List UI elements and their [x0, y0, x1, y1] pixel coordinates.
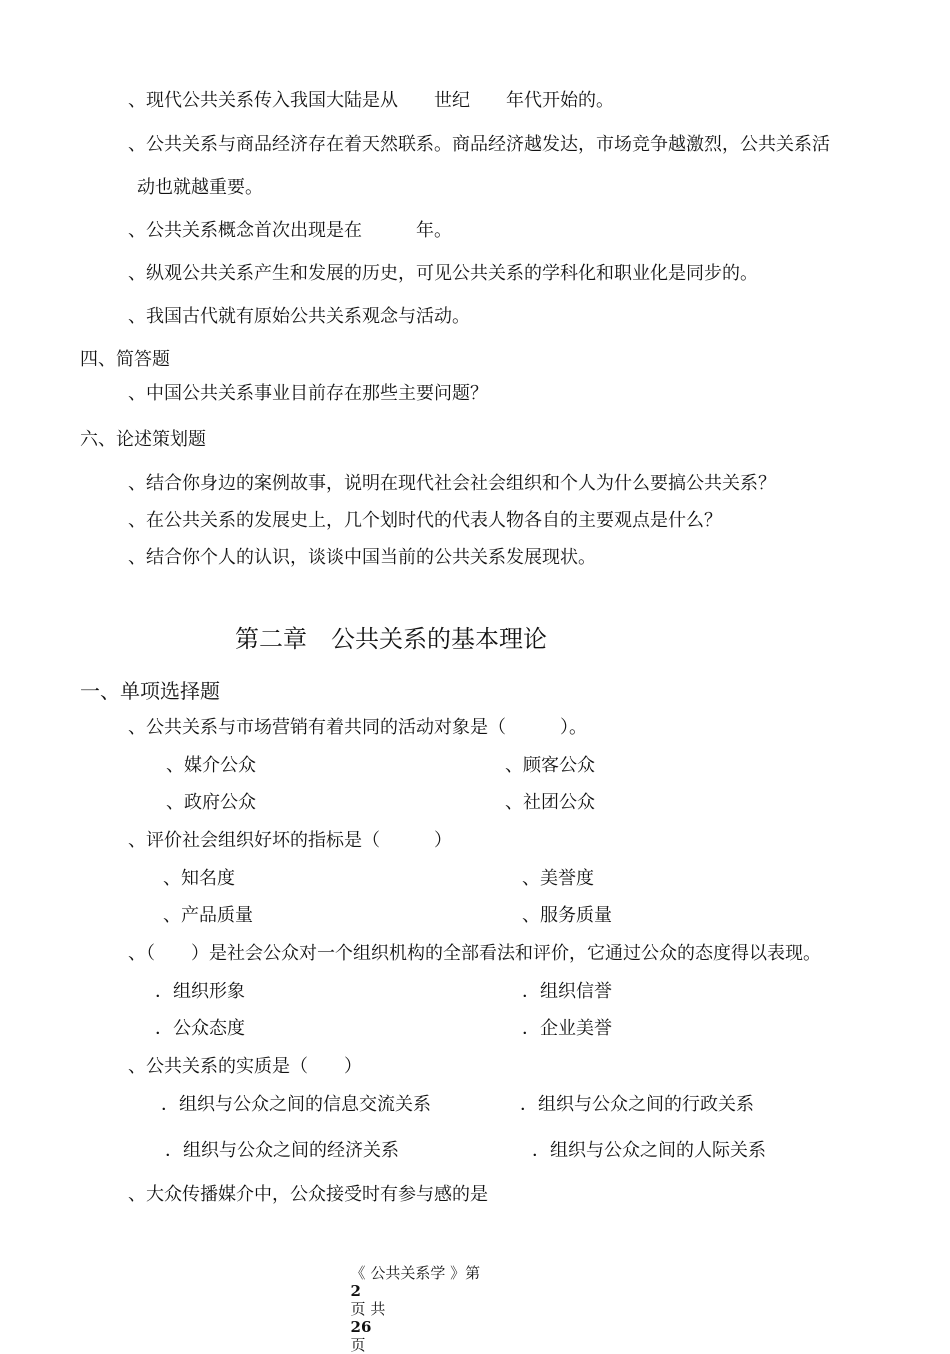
fill-item-3: 、公共关系概念首次出现是在 年。 — [128, 220, 452, 241]
mc-question-3-option-a: ．组织形象 — [155, 981, 245, 1002]
mc-question-2-stem: 、评价社会组织好坏的指标是（ ） — [128, 830, 452, 851]
mc-question-1-option-b: 、顾客公众 — [505, 755, 595, 776]
mc-question-2-option-c: 、产品质量 — [163, 905, 253, 926]
mc-question-3-option-c: ．公众态度 — [155, 1018, 245, 1039]
mc-question-4-option-d: ．组织与公众之间的人际关系 — [532, 1140, 766, 1161]
fill-item-5: 、我国古代就有原始公共关系观念与活动。 — [128, 306, 470, 327]
mc-question-4-option-a: ．组织与公众之间的信息交流关系 — [161, 1094, 431, 1115]
mc-question-4-stem: 、公共关系的实质是（ ） — [128, 1056, 362, 1077]
section6-question-1: 、结合你身边的案例故事，说明在现代社会社会组织和个人为什么要搞公共关系？ — [128, 473, 776, 494]
footer-page-number: 2 — [350, 1282, 361, 1300]
mc-question-1-option-d: 、社团公众 — [505, 792, 595, 813]
mc-question-3-option-b: ．组织信誉 — [522, 981, 612, 1002]
fill-item-2: 、公共关系与商品经济存在着天然联系。商品经济越发达，市场竞争越激烈，公共关系活 — [128, 134, 830, 155]
fill-item-1: 、现代公共关系传入我国大陆是从 世纪 年代开始的。 — [128, 90, 614, 111]
section4-question-1: 、中国公共关系事业目前存在那些主要问题？ — [128, 383, 488, 404]
section6-question-2: 、在公共关系的发展史上，几个划时代的代表人物各自的主要观点是什么？ — [128, 510, 722, 531]
mc-question-3-option-d: ．企业美誉 — [522, 1018, 612, 1039]
section6-question-3: 、结合你个人的认识，谈谈中国当前的公共关系发展现状。 — [128, 547, 596, 568]
fill-item-4: 、纵观公共关系产生和发展的历史，可见公共关系的学科化和职业化是同步的。 — [128, 263, 758, 284]
footer-prefix: 《 公共关系学 》第 — [350, 1264, 481, 1282]
mc-question-4-option-c: ．组织与公众之间的经济关系 — [165, 1140, 399, 1161]
chapter-title: 第二章 公共关系的基本理论 — [235, 625, 547, 653]
footer-suffix: 页 — [350, 1336, 366, 1354]
mc-question-2-option-b: 、美誉度 — [522, 868, 594, 889]
mc-question-3-stem: 、（ ）是社会公众对一个组织机构的全部看法和评价，它通过公众的态度得以表现。 — [128, 943, 821, 964]
section4-heading: 四、简答题 — [80, 349, 170, 370]
mc-question-1-stem: 、公共关系与市场营销有着共同的活动对象是（ ）。 — [128, 717, 587, 738]
section6-heading: 六、论述策划题 — [80, 429, 206, 450]
mc-question-2-option-d: 、服务质量 — [522, 905, 612, 926]
footer-middle: 页 共 — [350, 1300, 386, 1318]
page-footer — [341, 1246, 480, 1354]
mc-heading: 一、单项选择题 — [80, 679, 220, 703]
mc-question-1-option-a: 、媒介公众 — [166, 755, 256, 776]
mc-question-1-option-c: 、政府公众 — [166, 792, 256, 813]
mc-question-2-option-a: 、知名度 — [163, 868, 235, 889]
footer-total-pages: 26 — [350, 1318, 372, 1336]
fill-item-2-continued: 动也就越重要。 — [137, 177, 263, 198]
mc-question-4-option-b: ．组织与公众之间的行政关系 — [520, 1094, 754, 1115]
mc-question-5-stem: 、大众传播媒介中，公众接受时有参与感的是 — [128, 1184, 488, 1205]
